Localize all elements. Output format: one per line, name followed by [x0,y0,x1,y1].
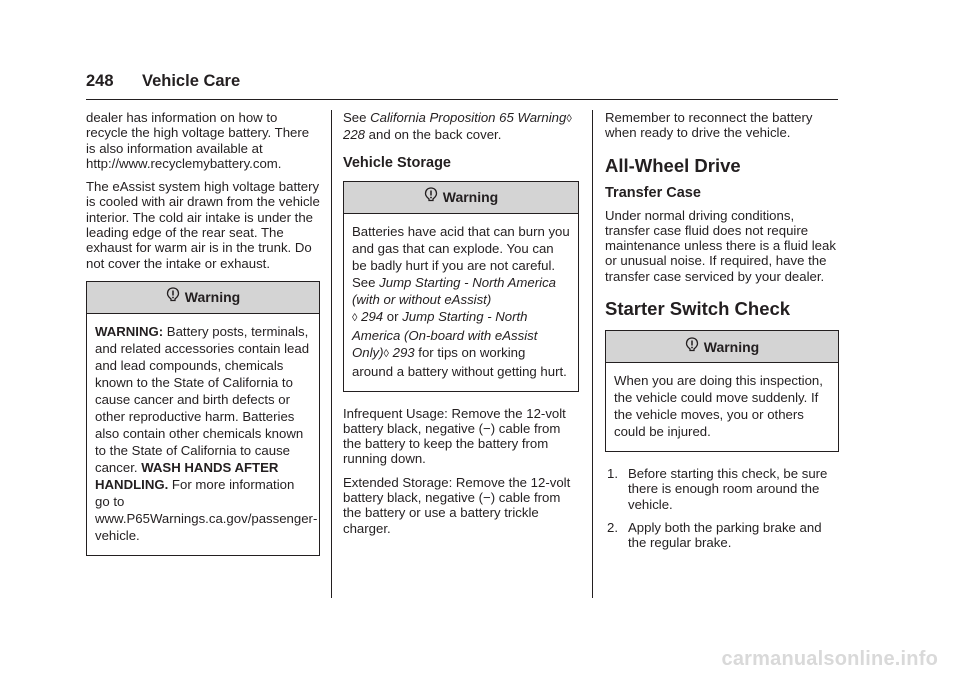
page-ref-icon: ◊ [352,311,358,324]
step-text: Apply both the parking brake and the regular brake. [628,519,822,551]
eassist-cooling-paragraph: The eAssist system high voltage battery is cooled with air drawn from the vehicle interior. The cold air intake is under the leading edge of the rear seat. The exhaust for warm air is in the trunk. Do not cover the intake or exhaust. [86,179,320,271]
warning-box [605,330,839,452]
or-text: or [383,308,403,324]
column-3 [605,110,839,559]
page-ref[interactable]: 294 [361,308,384,324]
warning-text: for tips on working around a battery without getting hurt. [352,344,567,379]
warning-body [87,314,319,555]
warning-icon [685,337,699,353]
list-item [605,466,839,512]
warning-header [87,282,319,314]
see-text: and on the back cover. [365,127,502,143]
page-ref-icon: ◊ [566,113,572,125]
warning-title: Warning [184,289,241,306]
steps-list [605,466,839,550]
vehicle-storage-heading: Vehicle Storage [343,154,451,171]
warning-lead: WARNING: [95,323,164,339]
section-title: Vehicle Care [142,72,241,90]
step-number: 1. [607,466,618,482]
page-ref-icon: ◊ [383,347,389,360]
warning-text: Battery posts, terminals, and related accessories contain lead and lead compounds, chemicals known to the State of California to cause cancer and birth defects or other reproductive harm. Batteries also contain other chemicals known to the State of California to cause cancer. [95,323,310,475]
list-item [605,520,839,551]
warning-box [343,181,579,392]
see-reference-paragraph [343,110,579,143]
warning-box [86,281,320,556]
starter-switch-check-heading: Starter Switch Check [605,298,791,320]
extended-storage-paragraph: Extended Storage: Remove the 12-volt battery black, negative (−) cable from the battery or use a battery trickle charger. [343,474,571,536]
warning-header [606,331,838,363]
page-ref[interactable]: 228 [343,127,366,143]
see-text: See [343,110,371,125]
step-text: Before starting this check, be sure there is enough room around the vehicle. [628,466,828,512]
all-wheel-drive-heading: All-Wheel Drive [605,154,741,176]
see-text: See [352,274,380,290]
infrequent-usage-paragraph: Infrequent Usage: Remove the 12-volt battery black, negative (−) cable from the battery to keep the battery from running down. [343,405,566,467]
transfer-case-heading: Transfer Case [605,184,701,201]
california-prop65-link[interactable]: California Proposition 65 Warning [370,110,567,125]
column-2 [343,110,579,544]
warning-emphasis: WASH HANDS AFTER HANDLING. [95,459,279,492]
column-1 [86,110,320,570]
warning-body [344,214,578,391]
jump-starting-link[interactable]: Jump Starting - North America (with or without eAssist) [352,274,557,307]
watermark: carmanualsonline.info [721,648,938,670]
transfer-case-paragraph: Under normal driving conditions, transfer case fluid does not require maintenance unless there is a fluid leak or unusual noise. If required, have the transfer case serviced by your dealer. [605,207,836,284]
page-ref[interactable]: 293 [392,344,415,360]
jump-starting-eassist-link[interactable]: Jump Starting - North America (On-board with eAssist Only) [352,308,538,360]
warning-title: Warning [442,189,499,206]
warning-icon [424,187,438,203]
reconnect-paragraph: Remember to reconnect the battery when ready to drive the vehicle. [605,110,813,141]
warning-header [344,182,578,214]
warning-body: When you are doing this inspection, the vehicle could move suddenly. If the vehicle moves, you or others could be injured. [614,373,823,440]
recycle-paragraph: dealer has information on how to recycle the high voltage battery. There is also information available at http://www.recyclemybattery.com. [86,110,310,171]
warning-icon [166,287,180,303]
warning-text: For more information go to www.P65Warnings.ca.gov/passenger-vehicle. [95,476,318,543]
column-divider [592,110,593,598]
page-number: 248 [86,72,114,90]
warning-text: Batteries have acid that can burn you and gas that can explode. You can be badly hurt if you are not careful. [352,223,570,273]
step-number: 2. [607,519,618,535]
page-header [86,70,838,100]
column-divider [331,110,332,598]
warning-title: Warning [703,338,760,355]
